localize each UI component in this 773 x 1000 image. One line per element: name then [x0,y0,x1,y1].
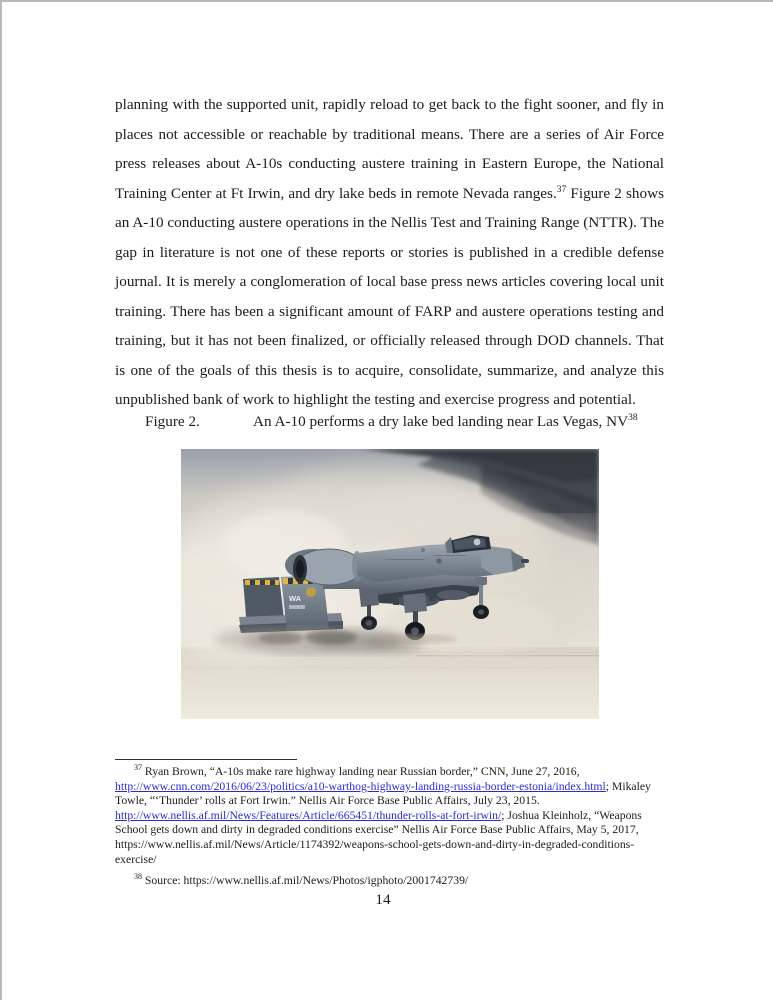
figure-caption [145,413,665,431]
footnote-reference-38[interactable]: 38 [628,412,638,423]
body-text-part-1: planning with the supported unit, rapidly reload to get back to the fight sooner, and fly in places not accessible or reachable by traditional means. There are a series of Air Force press releases about A-10s conducting austere training in Eastern Europe, the National Training Center at Ft Irwin, and dry lake beds in remote Nevada ranges. [115,96,664,202]
figure-photograph [181,449,599,719]
footnote-38-text: Source: https://www.nellis.af.mil/News/Photos/igphoto/2001742739/ [144,874,469,888]
footnote-separator-rule [115,759,297,760]
body-text-part-2: Figure 2 shows an A-10 conducting austere operations in the Nellis Test and Training Range (NTTR). The gap in literature is not one of these reports or stories is published in a credible defense journal. It is merely a conglomeration of local base press news articles covering local unit training. There has been a significant amount of FARP and austere operations testing and training, but it has not been finalized, or officially released through DOD channels. That is one of the goals of this thesis is to acquire, consolidate, summarize, and analyze this unpublished bank of work to highlight the testing and exercise progress and potential. [115,184,664,408]
footnote-marker-38: 38 [134,872,142,882]
footnote-38 [115,874,667,889]
body-paragraph [115,90,664,415]
footnote-37-link-cnn[interactable]: http://www.cnn.com/2016/06/23/politics/a10-warthog-highway-landing-russia-border-estonia/index.html [115,779,606,793]
footnote-37 [115,765,667,867]
footnote-37-text-3: ; Joshua Kleinholz, “Weapons School gets down and dirty in degraded conditions exercise” Nellis Air Force Base Public Affairs, May 5, 2017, https://www.nellis.af.mil/News/Article/1174392/weapons-school-gets-down-and-dirty-in-degraded-conditions-exercise/ [115,808,642,866]
footnote-37-text-1: Ryan Brown, “A-10s make rare highway landing near Russian border,” CNN, June 27, 2016, [144,765,580,778]
footnote-37-text-2: ; Mikaley Towle, “‘Thunder’ rolls at Fort Irwin.” Nellis Air Force Base Public Affairs, July 23, 2015. [115,779,651,808]
figure-label: Figure 2. [145,413,200,430]
page-number: 14 [375,891,391,908]
footnotes-section [115,765,667,896]
figure-caption-text: An A-10 performs a dry lake bed landing near Las Vegas, NV [253,413,629,430]
a10-landing-photo [181,449,599,719]
svg-text:WA: WA [289,594,302,603]
footnote-reference-37[interactable]: 37 [556,184,567,195]
footnote-marker-37: 37 [134,763,142,773]
footnote-37-link-nellis[interactable]: http://www.nellis.af.mil/News/Features/Article/665451/thunder-rolls-at-fort-irwin/ [115,808,502,822]
